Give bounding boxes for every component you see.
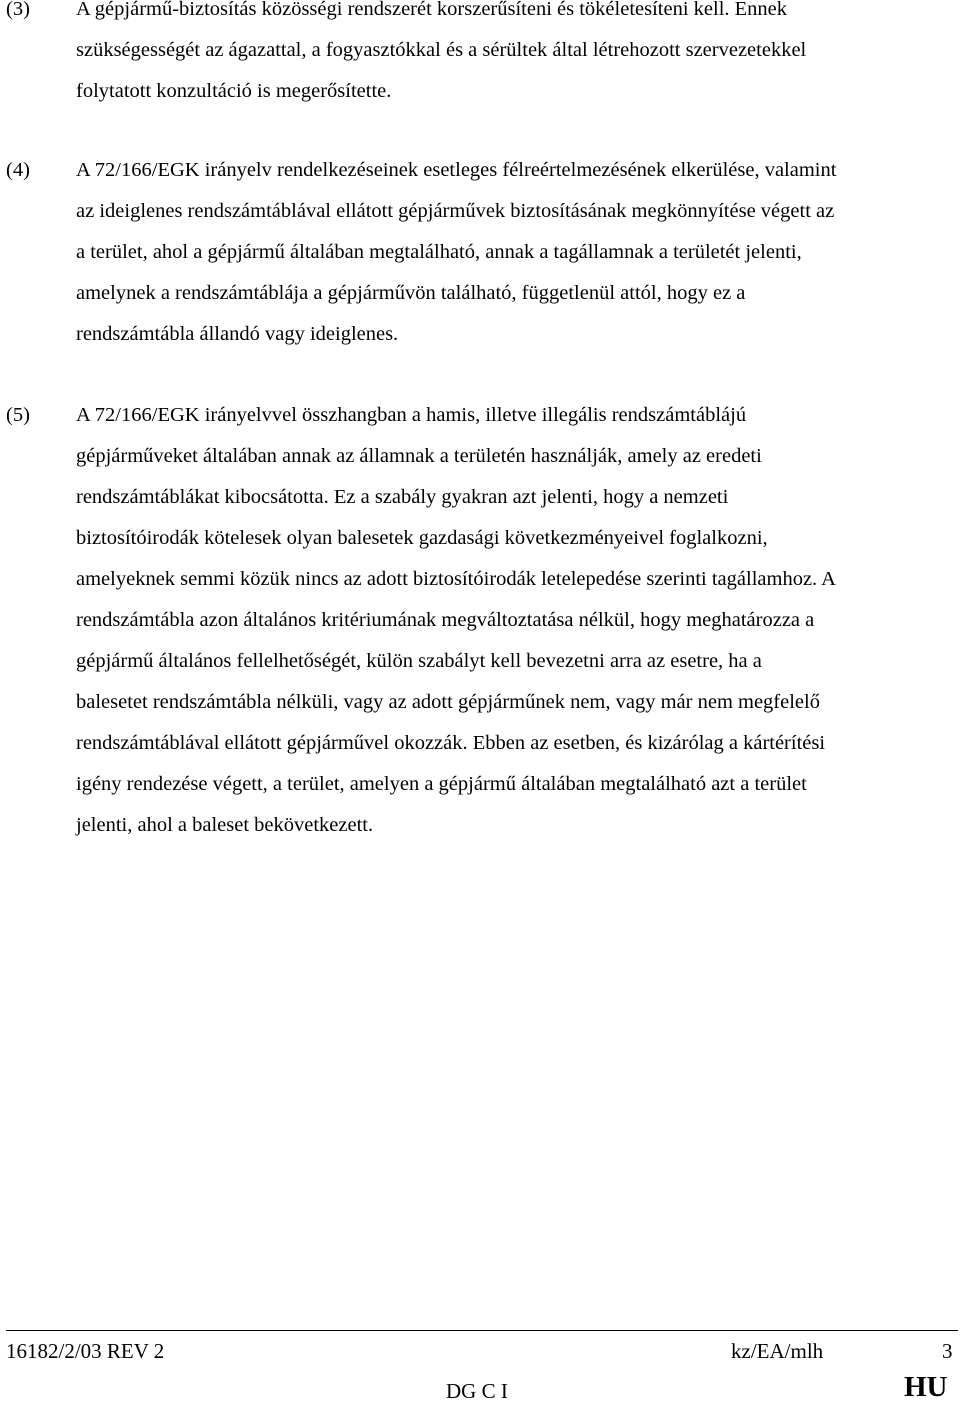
footer-divider [6,1330,958,1331]
paragraph-line: A 72/166/EGK irányelvvel összhangban a hamis, illetve illegális rendszámtáblájú [76,404,747,426]
paragraph-line: rendszámtábla azon általános kritériumának megváltoztatása nélkül, hogy meghatározza a [76,609,815,631]
paragraph-number: (3) [6,0,30,20]
paragraph-line: a terület, ahol a gépjármű általában megtalálható, annak a tagállamnak a területét jelenti, [76,241,802,263]
paragraph-line: amelynek a rendszámtáblája a gépjárművön található, függetlenül attól, hogy ez a [76,282,746,304]
paragraph-line: balesetet rendszámtábla nélküli, vagy az adott gépjárműnek nem, vagy már nem megfelelő [76,691,820,713]
document-reference: 16182/2/03 REV 2 [6,1339,165,1363]
author-initials: kz/EA/mlh [731,1339,824,1363]
paragraph-line: A gépjármű-biztosítás közösségi rendszerét korszerűsíteni és tökéletesíteni kell. Ennek [76,0,788,20]
paragraph-line: gépjármű általános fellelhetőségét, külön szabályt kell bevezetni arra az esetre, ha a [76,650,762,672]
paragraph-line: amelyeknek semmi közük nincs az adott biztosítóirodák letelepedése szerinti tagállamhoz. A [76,568,836,590]
paragraph-line: rendszámtábla állandó vagy ideiglenes. [76,323,399,345]
paragraph-line: igény rendezése végett, a terület, amelyen a gépjármű általában megtalálható azt a terület [76,773,807,795]
paragraph-line: biztosítóirodák kötelesek olyan balesetek gazdasági következményeivel foglalkozni, [76,527,768,549]
page-number: 3 [942,1339,953,1363]
paragraph-line: szükségességét az ágazattal, a fogyasztókkal és a sérültek által létrehozott szervezetekkel [76,39,807,61]
directorate-general: DG C I [446,1379,508,1403]
paragraph-number: (4) [6,159,30,181]
paragraph-line: folytatott konzultáció is megerősítette. [76,80,392,102]
paragraph-line: rendszámtáblával ellátott gépjárművel okozzák. Ebben az esetben, és kizárólag a kártérítési [76,732,826,754]
language-code: HU [904,1371,948,1403]
paragraph-line: gépjárműveket általában annak az államnak a területén használják, amely az eredeti [76,445,762,467]
paragraph-line: az ideiglenes rendszámtáblával ellátott gépjárművek biztosításának megkönnyítése végett az [76,200,835,222]
paragraph-line: A 72/166/EGK irányelv rendelkezéseinek esetleges félreértelmezésének elkerülése, valamint [76,159,837,181]
paragraph-line: rendszámtáblákat kibocsátotta. Ez a szabály gyakran azt jelenti, hogy a nemzeti [76,486,729,508]
paragraph-number: (5) [6,404,30,426]
paragraph-line: jelenti, ahol a baleset bekövetkezett. [76,814,374,836]
